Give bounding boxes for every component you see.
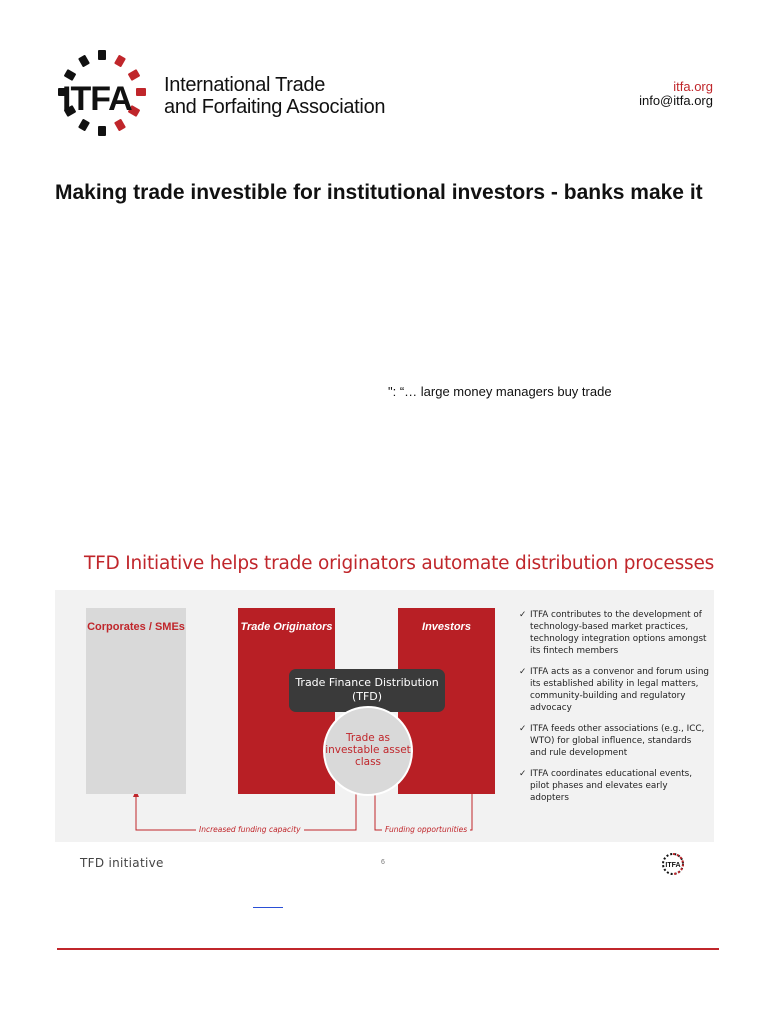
organization-name-line-2: and Forfaiting Association [164,96,386,118]
column-investors: Investors [398,608,495,794]
column-trade-originators: Trade Originators [238,608,335,794]
bullet-item: ✓ ITFA contributes to the development of technology-based market practices, technology integration options amongst its fintech members [519,609,709,657]
slide-title: TFD Initiative helps trade originators automate distribution processes [84,553,715,574]
website-link[interactable]: itfa.org [673,79,713,94]
quote-fragment: ": “… large money managers buy trade [388,384,612,399]
article-title: Making trade investible for institutional investors - banks make it [55,181,703,204]
column-corporates: Corporates / SMEs [86,608,186,794]
asset-class-circle: Trade as investable asset class [323,706,413,796]
slide-page-number: 6 [381,859,385,866]
right-flow-arrow [375,790,472,830]
footer-divider [57,948,719,950]
tfd-box-line-1: Trade Finance Distribution [295,676,439,689]
underlined-link[interactable] [253,907,283,908]
flow-label-funding-opportunities: Funding opportunities [382,825,470,834]
flow-label-funding-capacity: Increased funding capacity [196,825,304,834]
slide-footer-logo-text: ITFA [665,862,681,869]
slide-footer-brand: TFD initiative [80,856,164,870]
bullet-item: ✓ ITFA feeds other associations (e.g., ICC, WTO) for global influence, standards and rule development [519,723,709,759]
organization-name-line-1: International Trade [164,74,326,96]
bullet-item: ✓ ITFA acts as a convenor and forum using its established ability in legal matters, community-building and regulatory advocacy [519,666,709,714]
organization-name [164,74,385,118]
tfd-box-line-2: (TFD) [351,690,383,703]
bullet-item: ✓ ITFA coordinates educational events, pilot phases and elevates early adopters [519,768,709,804]
slide-diagram [55,590,714,842]
email-link[interactable]: info@itfa.org [639,93,713,108]
contact-info [639,80,713,108]
itfa-bullets [519,609,709,813]
logo-wordmark: ITFA [62,80,132,118]
slide-footer-logo-icon [660,852,686,876]
